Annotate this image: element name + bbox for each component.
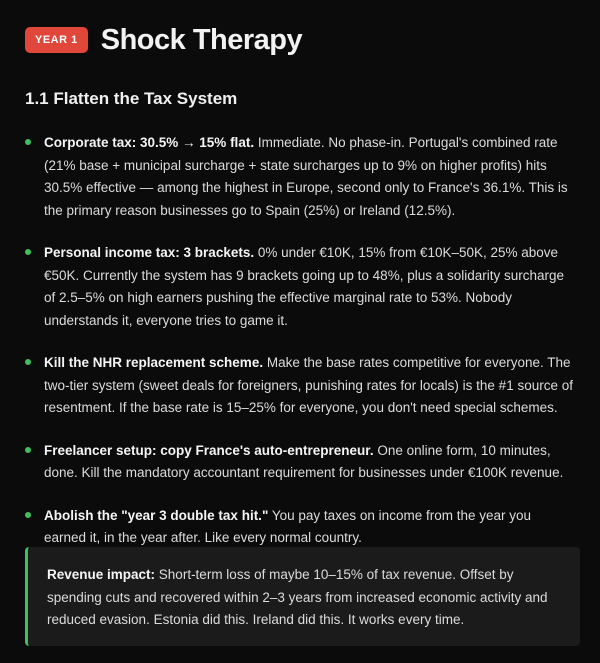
item-text: One online form, 10 minutes, done. Kill the mandatory accountant requirement for businesses under €100K revenue.	[44, 442, 564, 480]
callout-lead: Revenue impact:	[47, 567, 156, 582]
item-lead: Personal income tax: 3 brackets.	[44, 245, 255, 260]
item-lead: Corporate tax: 30.5% → 15% flat.	[44, 135, 255, 150]
item-lead: Freelancer setup: copy France's auto-entrepreneur.	[44, 442, 374, 458]
bullet-dot-icon	[25, 512, 31, 518]
list-item	[25, 440, 575, 485]
callout-text: Short-term loss of maybe 10–15% of tax revenue. Offset by spending cuts and recovered within 2–3 years from increased economic activity and reduced evasion. Estonia did this. Ireland did this. It works every time.	[47, 567, 548, 627]
policy-list	[25, 132, 575, 570]
page-title: Shock Therapy	[100, 24, 303, 56]
item-lead: Abolish the "year 3 double tax hit."	[44, 507, 269, 523]
revenue-impact-callout	[25, 547, 580, 646]
list-item	[25, 132, 575, 222]
bullet-dot-icon	[25, 139, 31, 145]
bullet-dot-icon	[25, 249, 31, 255]
year-badge: YEAR 1	[25, 27, 88, 53]
list-item	[25, 352, 575, 420]
section-heading: 1.1 Flatten the Tax System	[25, 89, 238, 108]
item-text: 0% under €10K, 15% from €10K–50K, 25% above €50K. Currently the system has 9 brackets going up to 48%, plus a solidarity surcharge of 2.5–5% on high earners pushing the effective marginal rate to 53%. Nobody understands it, everyone tries to game it.	[44, 245, 565, 328]
list-item	[25, 505, 575, 550]
item-text: You pay taxes on income from the year you earned it, in the year after. Like every normal country.	[44, 507, 532, 545]
item-text: Make the base rates competitive for everyone. The two-tier system (sweet deals for foreigners, punishing rates for locals) is the #1 source of resentment. If the base rate is 15–25% for everyone, you don't need special schemes.	[44, 355, 573, 415]
list-item	[25, 242, 575, 332]
bullet-dot-icon	[25, 447, 31, 453]
item-lead: Kill the NHR replacement scheme.	[44, 355, 264, 370]
item-text: Immediate. No phase-in. Portugal's combined rate (21% base + municipal surcharge + state surcharges up to 9% on higher profits) hits 30.5% effective — among the highest in Europe, second only to France's 36.1%. This is the primary reason businesses go to Spain (25%) or Ireland (12.5%).	[44, 135, 568, 218]
page-header	[25, 22, 302, 58]
bullet-dot-icon	[25, 359, 31, 365]
